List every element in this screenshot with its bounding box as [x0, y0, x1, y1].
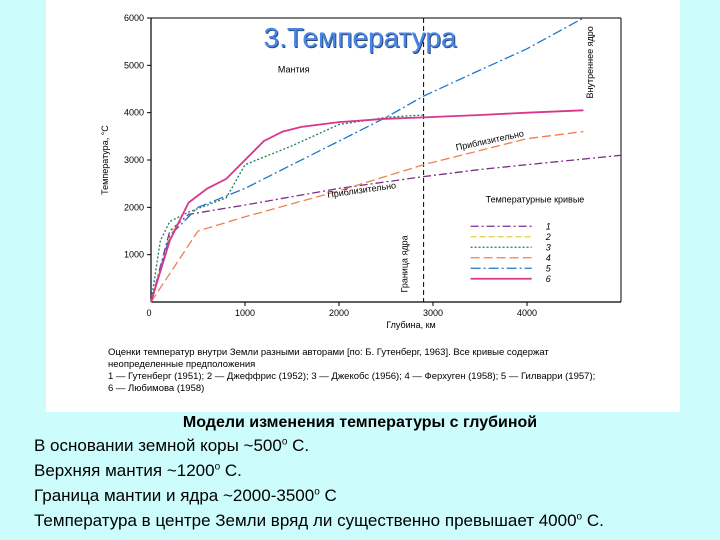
series-line-3 [151, 115, 424, 302]
figure-caption-line: 6 — Любимова (1958) [108, 383, 205, 394]
legend-label-1: 1 [545, 221, 551, 232]
slide-title: 3.Температура [263, 22, 457, 53]
y-axis-label: Температура, °С [100, 125, 110, 195]
legend-title: Температурные кривые [485, 194, 585, 205]
y-tick-label: 4000 [123, 107, 144, 118]
legend-label-3: 3 [545, 242, 551, 253]
figure-caption-line: неопределенные предположения [108, 359, 256, 370]
x-tick-label: 2000 [328, 308, 350, 318]
y-tick-label: 1000 [123, 249, 144, 260]
temperature-depth-chart [46, 0, 680, 412]
annotation-approx-lower: Приблизительно [326, 180, 397, 200]
figure-panel [46, 0, 680, 412]
annotation-mantle: Мантия [277, 64, 310, 75]
annotation-approx-upper: Приблизительно [454, 128, 525, 153]
figure-caption-line: 1 — Гутенберг (1951); 2 — Джеффрис (1952); 3 — Джекобс (1956); 4 — Ферхуген (1958); 5 — Гилварри (1957); [108, 371, 596, 382]
series-line-4 [151, 132, 583, 302]
text-line-1: В основании земной коры $\sim 500^о$ С. [34, 436, 310, 455]
text-line-2: Верхняя мантия $\sim 1200^о$ С. [34, 461, 242, 480]
x-tick-label: 0 [146, 308, 152, 318]
y-tick-label: 5000 [123, 60, 144, 71]
y-tick-label: 3000 [123, 155, 144, 165]
legend-label-4: 4 [545, 252, 551, 263]
text-line-4: Температура в центре Земли вряд ли существенно превышает $4000^о$ С. [34, 511, 604, 530]
section-heading: Модели изменения температуры с глубиной [182, 414, 538, 431]
legend-label-5: 5 [545, 263, 551, 274]
figure-caption-line: Оценки температур внутри Земли разными авторами [по: Б. Гутенберг, 1963]. Все кривые содержат [108, 347, 549, 358]
annotation-inner-core: Внутреннее ядро [584, 26, 595, 99]
legend-label-6: 6 [545, 273, 551, 284]
x-tick-label: 4000 [516, 308, 538, 318]
annotation-core-boundary: Граница ядра [399, 235, 410, 293]
x-tick-label: 1000 [234, 308, 256, 318]
x-axis-label: Глубина, км [386, 320, 436, 330]
y-tick-label: 2000 [123, 202, 144, 213]
x-tick-label: 3000 [422, 308, 444, 318]
text-line-3: Граница мантии и ядра $\sim 2000-3500^о$ С [34, 486, 337, 505]
legend-label-2: 2 [545, 231, 551, 242]
series-line-5 [151, 18, 583, 302]
y-tick-label: 6000 [123, 13, 144, 23]
